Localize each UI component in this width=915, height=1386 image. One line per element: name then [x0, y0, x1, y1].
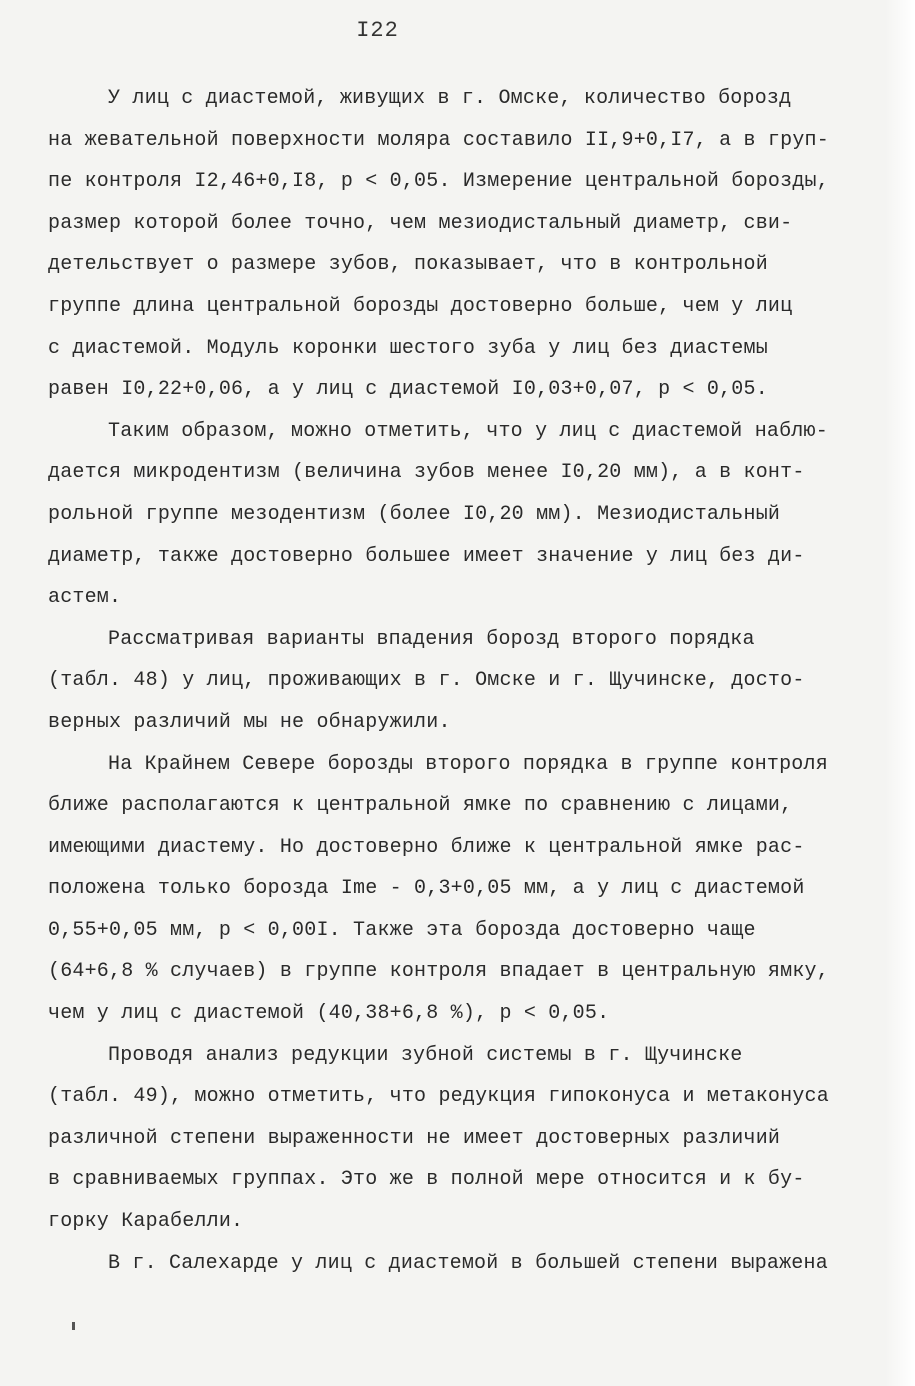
scan-artifact-mark [72, 1322, 75, 1330]
text-line: (64+6,8 % случаев) в группе контроля впадает в центральную ямку, [48, 960, 829, 984]
text-line: на жевательной поверхности моляра составило II,9+0,I7, а в груп- [48, 128, 829, 152]
text-line: ближе располагаются к центральной ямке по сравнению с лицами, [48, 794, 793, 818]
text-line: положена только борозда Ime - 0,3+0,05 мм, а у лиц с диастемой [48, 877, 805, 901]
text-line: рольной группе мезодентизм (более I0,20 мм). Мезиодистальный [48, 502, 781, 526]
page-number: I22 [356, 18, 399, 43]
text-line: детельствует о размере зубов, показывает, что в контрольной [48, 253, 768, 277]
text-line: (табл. 48) у лиц, проживающих в г. Омске и г. Щучинске, досто- [48, 669, 805, 693]
text-line: с диастемой. Модуль коронки шестого зуба у лиц без диастемы [48, 336, 768, 360]
text-line: Проводя анализ редукции зубной системы в г. Щучинске [108, 1043, 743, 1067]
text-line: верных различий мы не обнаружили. [48, 710, 451, 734]
text-line: имеющими диастему. Но достоверно ближе к центральной ямке рас- [48, 835, 805, 859]
text-line: диаметр, также достоверно большее имеет значение у лиц без ди- [48, 544, 805, 568]
text-line: (табл. 49), можно отметить, что редукция гипоконуса и метаконуса [48, 1085, 829, 1109]
text-line: Таким образом, можно отметить, что у лиц с диастемой наблю- [108, 419, 828, 443]
text-line: чем у лиц с диастемой (40,38+6,8 %), р < 0,05. [48, 1002, 610, 1026]
body-text [48, 78, 878, 1284]
text-line: пе контроля I2,46+0,I8, р < 0,05. Измерение центральной борозды, [48, 170, 829, 194]
text-line: Рассматривая варианты впадения борозд второго порядка [108, 627, 755, 651]
text-line: горку Карабелли. [48, 1210, 244, 1234]
text-line: На Крайнем Севере борозды второго порядка в группе контроля [108, 752, 828, 776]
text-line: в сравниваемых группах. Это же в полной мере относится и к бу- [48, 1168, 805, 1192]
scan-edge [885, 0, 915, 1386]
text-line: 0,55+0,05 мм, р < 0,00I. Также эта борозда достоверно чаще [48, 918, 756, 942]
text-line: группе длина центральной борозды достоверно больше, чем у лиц [48, 294, 793, 318]
text-line: равен I0,22+0,06, а у лиц с диастемой I0,03+0,07, р < 0,05. [48, 378, 768, 402]
text-line: размер которой более точно, чем мезиодистальный диаметр, сви- [48, 211, 793, 235]
text-line: В г. Салехарде у лиц с диастемой в большей степени выражена [108, 1251, 828, 1275]
text-line: различной степени выраженности не имеет достоверных различий [48, 1126, 781, 1150]
text-line: У лиц с диастемой, живущих в г. Омске, количество борозд [108, 87, 792, 110]
text-line: астем. [48, 586, 122, 610]
text-line: дается микродентизм (величина зубов менее I0,20 мм), а в конт- [48, 461, 805, 485]
